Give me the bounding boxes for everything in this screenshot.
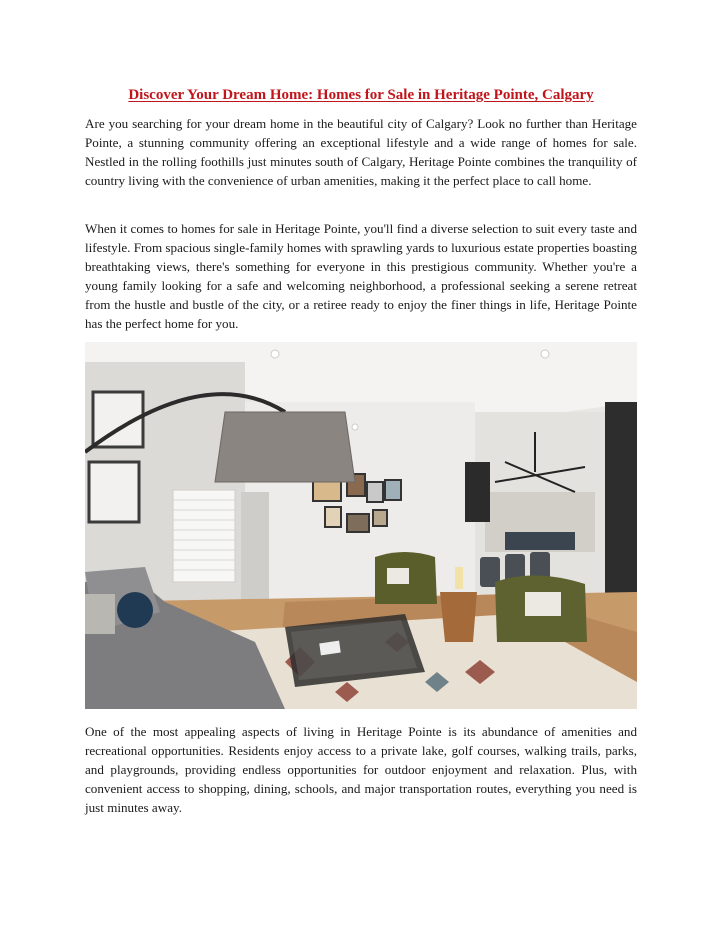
paragraph-amenities: One of the most appealing aspects of living in Heritage Pointe is its abundance of amenities and recreational opportunities. Residents enjoy access to a private lake, golf courses, walking trails, parks, and playgrounds, providing endless opportunities for outdoor enjoyment and relaxation. Plus, with convenient access to shopping, dining, schools, and major transportation routes, everything you need is just minutes away. bbox=[85, 724, 637, 815]
document-title: Discover Your Dream Home: Homes for Sale in Heritage Pointe, Calgary bbox=[128, 87, 594, 103]
paragraph-homes: When it comes to homes for sale in Heritage Pointe, you'll find a diverse selection to suit every taste and lifestyle. From spacious single-family homes with sprawling yards to luxurious estate properties boasting breathtaking views, there's something for everyone in this prestigious community. Whether you're a young family looking for a safe and welcoming neighborhood, a professional seeking a serene retreat from the hustle and bustle of the city, or a retiree ready to enjoy the finer things in life, Heritage Pointe has the perfect home for you. bbox=[85, 221, 637, 331]
paragraph-intro: Are you searching for your dream home in the beautiful city of Calgary? Look no further than Heritage Pointe, a stunning community offering an exceptional lifestyle and a wide range of homes for sale. Nestled in the rolling foothills just minutes south of Calgary, Heritage Pointe combines the tranquility of country living with the convenience of urban amenities, making it the perfect place to call home. bbox=[85, 116, 637, 188]
living-room-photo bbox=[85, 342, 637, 709]
